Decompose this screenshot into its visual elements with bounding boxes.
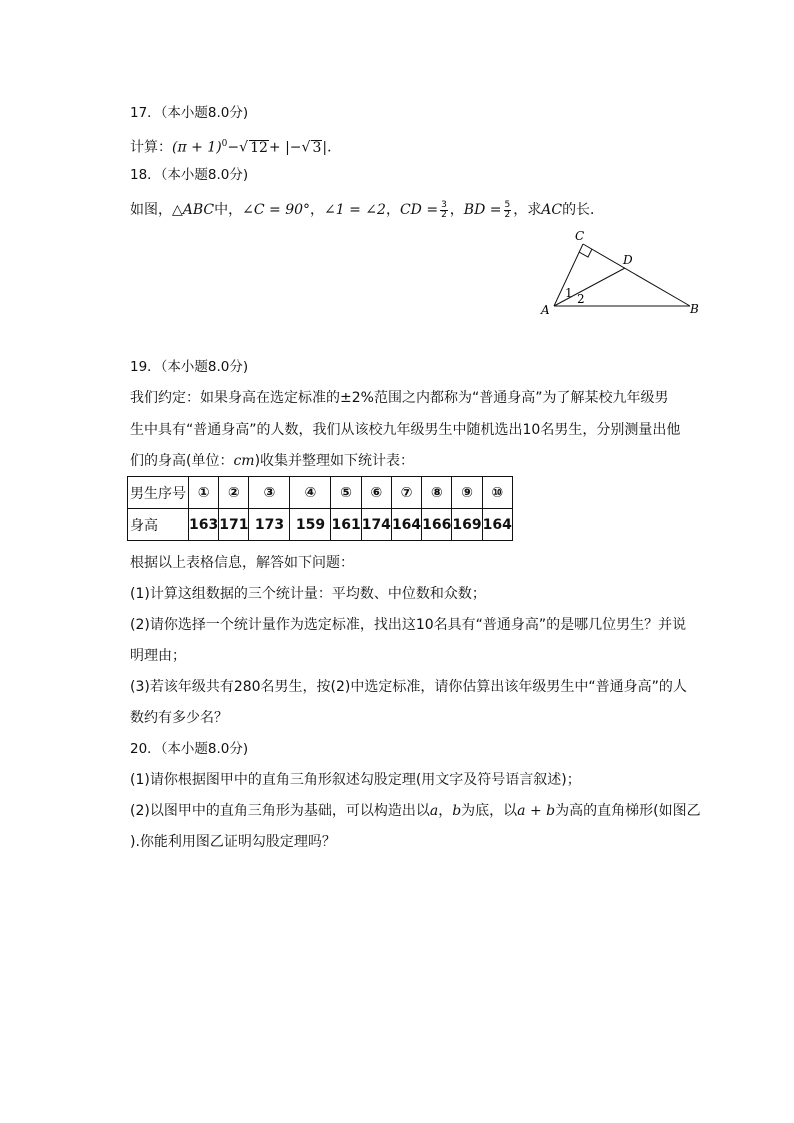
table-cell: ⑩ [482,477,512,509]
table-cell: 164 [482,509,512,541]
table-cell: 174 [361,509,391,541]
q17-exponent: 0 [221,139,228,149]
q19-text: )收集并整理如下统计表： [254,453,415,469]
q19-sub-3: (3)若该年级共有280名男生，按(2)中选定标准，请你估算出该年级男生中“普通身高”的人 [130,679,687,695]
q17-sqrt-3: 3 [312,139,322,156]
side-cb [583,244,690,306]
vertex-label-a: A [541,303,550,317]
table-header-cell: 身高 [128,509,189,541]
q20-text: (2)以图甲中的直角三角形为基础，可以构造出以 [130,803,430,819]
q18-angle-eq: ∠1 = ∠2 [324,202,386,218]
q18-heading: 18．（本小题8.0分) [130,167,249,183]
q18-bd: BD = [463,202,502,218]
q18-cd-fraction [440,201,448,220]
numerator: 3 [441,199,447,210]
table-header-cell: 男生序号 [128,477,189,509]
height-table [127,476,513,541]
q17-abs-open: + |− [268,139,302,156]
q18-bd-fraction [504,201,512,220]
table-cell: 164 [391,509,421,541]
q18-cd: CD = [399,202,439,218]
q19-paragraph-1: 我们约定：如果身高在选定标准的±2%范围之内都称为“普通身高”为了解某校九年级男 [130,390,669,406]
vertex-label-c: C [575,229,585,243]
denominator: 2 [441,209,447,220]
q19-paragraph-2: 生中具有“普通身高”的人数，我们从该校九年级男生中随机选出10名男生，分别测量出他 [130,422,681,438]
table-cell: ⑤ [331,477,361,509]
angle-label-2: 2 [577,292,585,306]
table-cell: ⑧ [422,477,452,509]
vertex-label-d: D [623,253,633,267]
table-cell: ⑦ [391,477,421,509]
table-cell: 173 [249,509,290,541]
q19-paragraph-3 [130,451,414,471]
q18-ac: AC [541,202,563,218]
q18-angle-c: ∠C = 90° [242,202,311,218]
q18-text: ， [449,202,464,218]
table-cell: 171 [219,509,249,541]
q20-sub-2-cont: ).你能利用图乙证明勾股定理吗？ [130,834,336,850]
q20-var-b: b [452,803,462,819]
q19-sub-2-cont: 明理由； [130,648,186,664]
q20-expr: a + b [517,803,556,819]
q20-var-a: a [429,803,439,819]
right-angle-mark [579,249,592,257]
table-cell: ② [219,477,249,509]
table-cell: 161 [331,509,361,541]
q18-text: ， [310,202,325,218]
table-row-numbers [128,477,513,509]
q20-text: ， [438,803,453,819]
sqrt-sign: √ [301,139,311,156]
q19-paragraph-4: 根据以上表格信息，解答如下问题： [130,555,354,571]
q18-statement [130,200,604,220]
triangle-figure [535,224,705,322]
q20-sub-2 [130,801,701,821]
q18-text: ， [385,202,400,218]
q19-heading: 19．（本小题8.0分) [130,359,249,375]
q19-sub-2: (2)请你选择一个统计量作为选定标准，找出这10名具有“普通身高”的是哪几位男生？并说 [130,617,687,633]
q20-heading: 20．（本小题8.0分) [130,741,249,757]
table-cell: 166 [422,509,452,541]
q17-label: 计算： [130,139,172,156]
table-cell: ⑥ [361,477,391,509]
q17-minus: − [227,139,240,156]
q17-heading: 17．（本小题8.0分) [130,105,249,121]
q17-sqrt-12: 12 [250,139,268,156]
q20-sub-1: (1)请你根据图甲中的直角三角形叙述勾股定理(用文字及符号语言叙述)； [130,772,581,788]
q18-text: ，求 [513,202,542,218]
table-row-heights [128,509,513,541]
q18-triangle: △ABC [172,202,215,218]
table-cell: ⑨ [452,477,482,509]
numerator: 5 [504,199,511,210]
q17-abs-close: |． [322,139,342,156]
angle-label-1: 1 [565,286,573,300]
q18-text: 如图， [130,202,172,218]
q18-text: 的长． [562,202,605,218]
table-cell: 163 [189,509,219,541]
q17-expr-a: (π + 1) [172,139,222,156]
table-cell: ③ [249,477,290,509]
q19-sub-3-cont: 数约有多少名？ [130,710,228,726]
table-cell: 159 [290,509,331,541]
table-cell: ④ [290,477,331,509]
q20-text: 为底，以 [461,803,518,819]
sqrt-sign: √ [239,139,249,156]
denominator: 2 [504,209,511,220]
table-cell: 169 [452,509,482,541]
q18-text: 中， [214,202,243,218]
q17-expression [130,134,341,158]
q19-text: 们的身高(单位： [130,453,234,469]
q19-sub-1: (1)计算这组数据的三个统计量：平均数、中位数和众数； [130,586,486,602]
q20-text: 为高的直角梯形(如图乙 [555,803,701,819]
table-cell: ① [189,477,219,509]
q19-unit: cm [233,453,255,469]
vertex-label-b: B [690,302,699,316]
